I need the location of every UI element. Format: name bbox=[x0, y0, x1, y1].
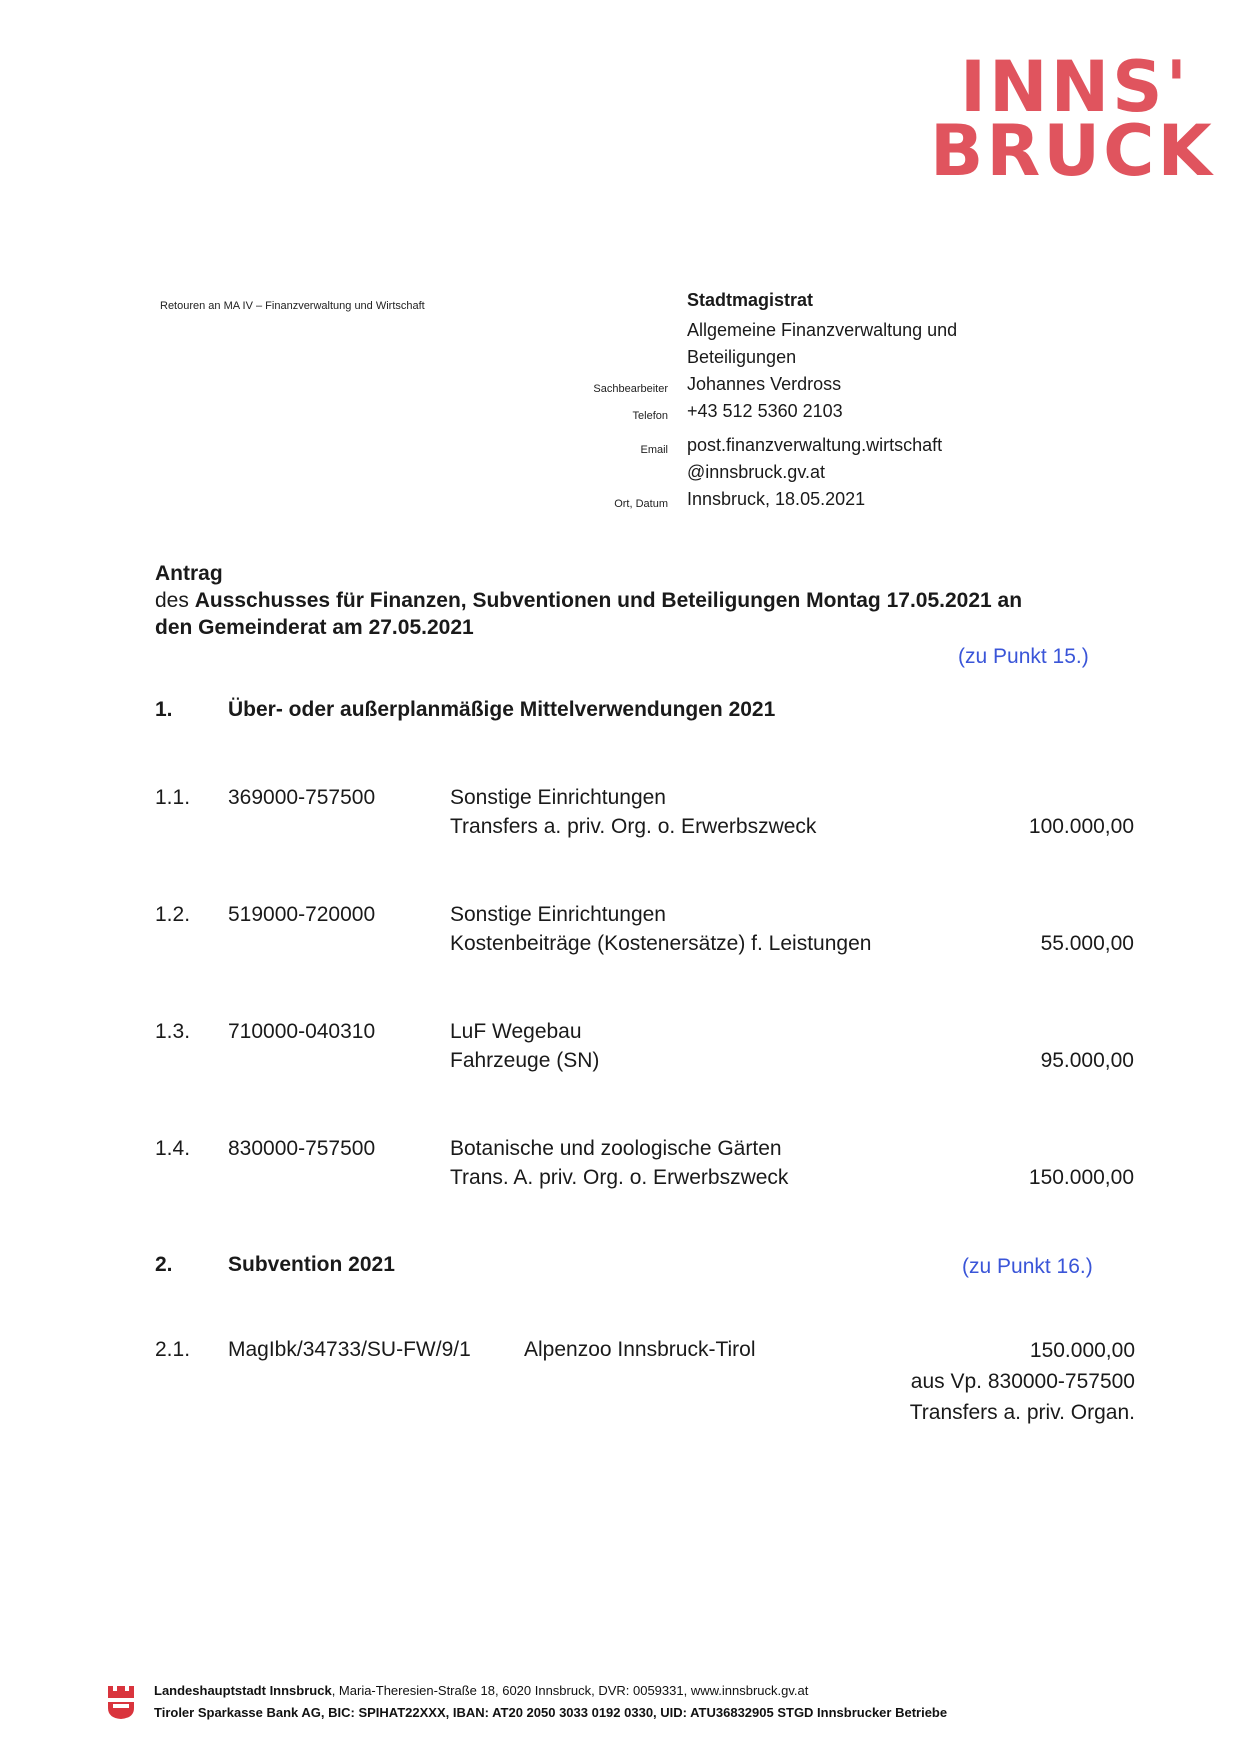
item-description bbox=[450, 1017, 599, 1075]
section-2-title: Subvention 2021 bbox=[228, 1253, 395, 1276]
item-number: 1.4. bbox=[155, 1137, 191, 1160]
item-description-line-1: LuF Wegebau bbox=[450, 1020, 582, 1043]
item-amount: 55.000,00 bbox=[1040, 932, 1134, 955]
email-line-1: post.finanzverwaltung.wirtschaft bbox=[687, 435, 943, 455]
sender-department: Stadtmagistrat bbox=[687, 290, 814, 310]
item-description bbox=[450, 900, 871, 958]
phone-label: Telefon bbox=[632, 410, 668, 422]
item-description-line-1: Sonstige Einrichtungen bbox=[450, 903, 666, 926]
title-line-2: Ausschusses für Finanzen, Subventionen und Beteiligungen Montag 17.05.2021 an bbox=[194, 589, 1023, 612]
section-1-number: 1. bbox=[155, 698, 173, 721]
title-prefix: des bbox=[155, 589, 195, 612]
section-1-title: Über- oder außerplanmäßige Mittelverwendungen 2021 bbox=[228, 698, 776, 721]
coat-of-arms-icon bbox=[107, 1684, 135, 1720]
sender-unit-line-1: Allgemeine Finanzverwaltung und bbox=[687, 320, 958, 340]
section-2-number: 2. bbox=[155, 1253, 173, 1276]
email-label: Email bbox=[640, 444, 668, 456]
item-amount-block bbox=[910, 1335, 1135, 1428]
innsbruck-logo bbox=[930, 46, 1215, 192]
sender-unit-line-2: Beteiligungen bbox=[687, 347, 797, 367]
place-date-value: Innsbruck, 18.05.2021 bbox=[687, 489, 866, 509]
footer-bank-details: Tiroler Sparkasse Bank AG, BIC: SPIHAT22XXX, IBAN: AT20 2050 3033 0192 0330, UID: ATU36832905 STGD Innsbrucker Betriebe bbox=[154, 1705, 948, 1720]
item-description bbox=[450, 783, 816, 841]
clerk-name: Johannes Verdross bbox=[687, 374, 842, 394]
clerk-label: Sachbearbeiter bbox=[593, 383, 668, 395]
item-description bbox=[450, 1134, 788, 1192]
logo-line-2: BRUCK bbox=[930, 110, 1215, 192]
ref-point-15: (zu Punkt 15.) bbox=[958, 645, 1089, 668]
item-number: 1.1. bbox=[155, 786, 191, 809]
item-amount: 95.000,00 bbox=[1040, 1049, 1134, 1072]
document-title bbox=[155, 560, 1105, 641]
place-date-label: Ort, Datum bbox=[614, 498, 668, 510]
item-amount: 150.000,00 bbox=[1028, 1166, 1134, 1189]
title-line-1: Antrag bbox=[155, 562, 223, 585]
return-address: Retouren an MA IV – Finanzverwaltung und Wirtschaft bbox=[160, 300, 425, 312]
item-description-line-2: Trans. A. priv. Org. o. Erwerbszweck bbox=[450, 1166, 789, 1189]
item-code: 710000-040310 bbox=[228, 1020, 376, 1043]
phone-value: +43 512 5360 2103 bbox=[687, 401, 843, 421]
title-line-3: den Gemeinderat am 27.05.2021 bbox=[155, 616, 474, 639]
item-code: 519000-720000 bbox=[228, 903, 376, 926]
item-description-line-2: Fahrzeuge (SN) bbox=[450, 1049, 600, 1072]
item-code: 369000-757500 bbox=[228, 786, 376, 809]
item-recipient: Alpenzoo Innsbruck-Tirol bbox=[524, 1338, 756, 1361]
item-number: 1.2. bbox=[155, 903, 191, 926]
footer-city-name: Landeshauptstadt Innsbruck bbox=[154, 1683, 332, 1698]
item-description-line-2: Kostenbeiträge (Kostenersätze) f. Leistungen bbox=[450, 932, 872, 955]
item-amount: 100.000,00 bbox=[1028, 815, 1134, 838]
item-description-line-1: Botanische und zoologische Gärten bbox=[450, 1137, 782, 1160]
item-description-line-2: Transfers a. priv. Org. o. Erwerbszweck bbox=[450, 815, 817, 838]
item-number: 1.3. bbox=[155, 1020, 191, 1043]
logo-line-1: INNS' bbox=[959, 46, 1190, 128]
item-code: MagIbk/34733/SU-FW/9/1 bbox=[228, 1338, 471, 1361]
item-category: Transfers a. priv. Organ. bbox=[909, 1401, 1135, 1424]
item-amount: 150.000,00 bbox=[1029, 1339, 1135, 1362]
item-description-line-1: Sonstige Einrichtungen bbox=[450, 786, 666, 809]
email-line-2: @innsbruck.gv.at bbox=[687, 462, 825, 482]
item-number: 2.1. bbox=[155, 1338, 191, 1361]
item-source: aus Vp. 830000-757500 bbox=[910, 1370, 1135, 1393]
footer-address: , Maria-Theresien-Straße 18, 6020 Innsbruck, DVR: 0059331, www.innsbruck.gv.at bbox=[331, 1683, 809, 1698]
item-code: 830000-757500 bbox=[228, 1137, 376, 1160]
footer-text bbox=[154, 1680, 947, 1724]
ref-point-16: (zu Punkt 16.) bbox=[962, 1255, 1093, 1278]
